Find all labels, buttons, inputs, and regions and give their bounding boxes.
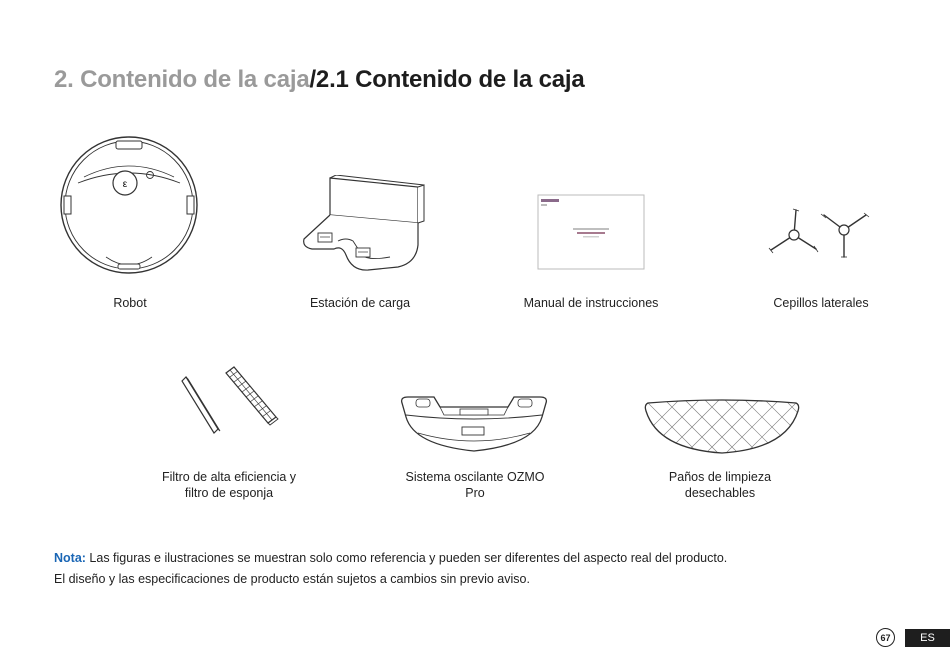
note-label: Nota:	[54, 551, 86, 565]
note-text-1: Las figuras e ilustraciones se muestran solo como referencia y pueden ser diferentes del aspecto real del producto.	[85, 551, 728, 565]
page-title	[54, 66, 585, 94]
robot-vacuum-icon	[58, 133, 200, 279]
manual-icon	[537, 194, 645, 270]
language-badge: ES	[905, 629, 950, 647]
subsection-title: /2.1 Contenido de la caja	[309, 66, 585, 93]
item-label-robot: Robot	[113, 296, 147, 310]
item-label-side-brushes: Cepillos laterales	[773, 296, 869, 310]
robot-illustration	[58, 133, 200, 279]
cleaning-pads-illustration	[642, 397, 802, 455]
item-label-ozmo-pro: Sistema oscilante OZMO Pro	[405, 470, 545, 500]
item-label-manual: Manual de instrucciones	[523, 296, 659, 310]
svg-text:ε: ε	[122, 179, 128, 190]
side-brushes-illustration	[766, 205, 876, 261]
charging-station-icon	[298, 175, 428, 275]
ozmo-pro-module-icon	[398, 393, 550, 455]
item-label-charging-station: Estación de carga	[309, 296, 411, 310]
cleaning-pads-icon	[642, 397, 802, 455]
section-title: 2. Contenido de la caja	[54, 66, 310, 93]
charging-station-illustration	[298, 175, 428, 275]
side-brushes-icon	[766, 205, 876, 261]
manual-illustration	[537, 194, 645, 270]
filters-icon	[178, 363, 280, 439]
note-line-1	[54, 551, 727, 565]
item-label-filters: Filtro de alta eficiencia y filtro de esponja	[161, 470, 297, 500]
ozmo-pro-illustration	[398, 393, 550, 455]
item-label-cleaning-pads: Paños de limpieza desechables	[668, 470, 772, 500]
note-line-2: El diseño y las especificaciones de producto están sujetos a cambios sin previo aviso.	[54, 572, 530, 586]
filters-illustration	[178, 363, 280, 439]
page-number: 67	[876, 628, 895, 647]
